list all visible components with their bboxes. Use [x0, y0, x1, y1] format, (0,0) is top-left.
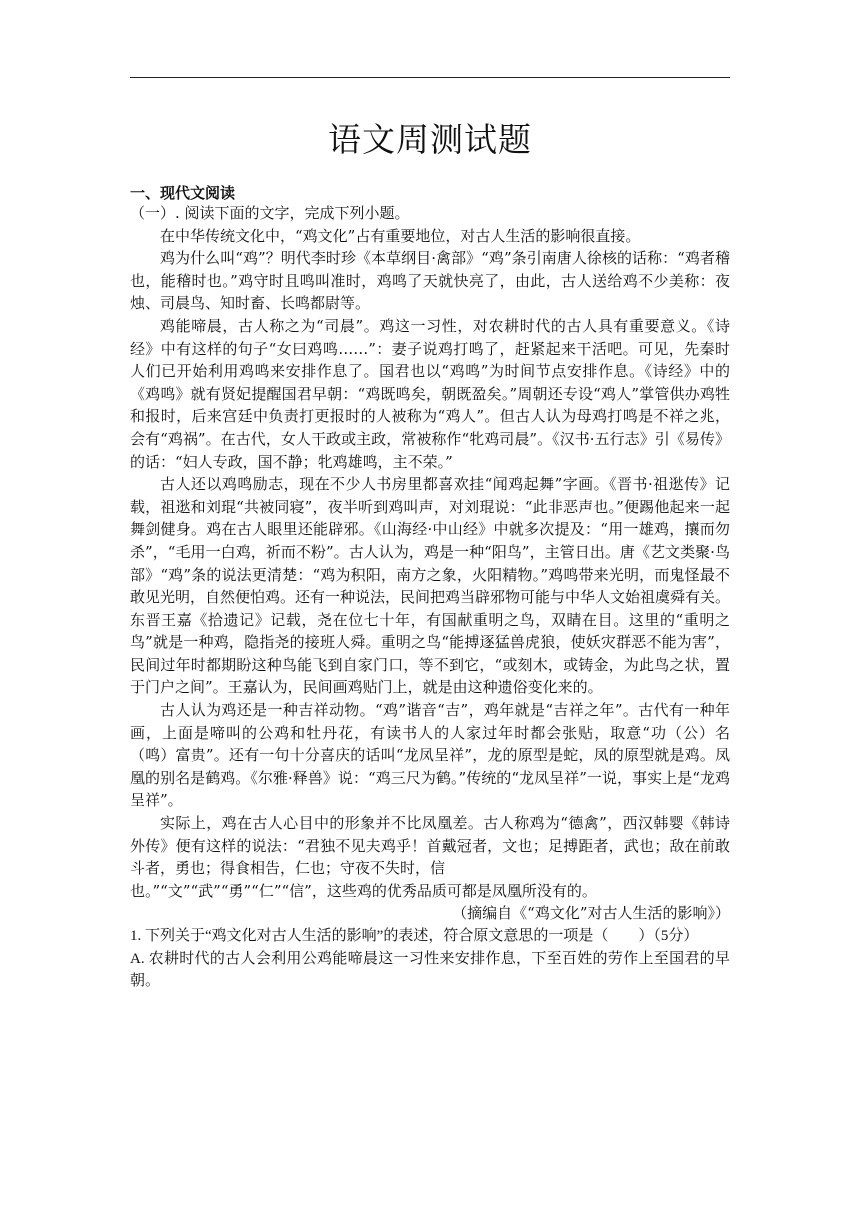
paragraph-6: 实际上，鸡在古人心目中的形象并不比凤凰差。古人称鸡为“德禽”，西汉韩婴《韩诗外传》便有这样的说法：“君独不见夫鸡乎！首戴冠者，文也；足搏距者，武也；敌在前敢斗者，勇也；得食相告，仁也；守夜不失时，信 — [130, 814, 730, 878]
paragraph-6-end: 也。”“文”“武”“勇”“仁”“信”，这些鸡的优秀品质可都是凤凰所没有的。 — [130, 881, 597, 900]
header-rule — [130, 77, 730, 78]
section-heading: 一、现代文阅读 — [130, 184, 236, 202]
paragraph-1: 在中华传统文化中，“鸡文化”占有重要地位，对古人生活的影响很直接。 — [160, 226, 641, 245]
paragraph-2: 鸡为什么叫“鸡”？明代李时珍《本草纲目·禽部》“鸡”条引南唐人徐核的话称：“鸡者稽也，能稽时也。”鸡守时且鸣叫准时，鸡鸣了天就快亮了，由此，古人送给鸡不少美称：夜烛、司晨鸟、知时畜、长鸣都尉等。 — [130, 249, 730, 313]
source-citation: （摘编自《“鸡文化”对古人生活的影响》） — [452, 904, 730, 923]
paragraph-4: 古人还以鸡鸣励志，现在不少人书房里都喜欢挂“闻鸡起舞”字画。《晋书·祖逖传》记载，祖逖和刘琨“共被同寝”，夜半听到鸡叫声，对刘琨说：“此非恶声也。”便踢他起来一起舞剑健身。鸡在古人眼里还能辟邪。《山海经·中山经》中就多次提及：“用一雄鸡，攘而勿杀”，“毛用一白鸡，祈而不粉”。古人认为，鸡是一种“阳鸟”，主管日出。唐《艺文类聚·鸟部》“鸡”条的说法更清楚：“鸡为积阳，南方之象，火阳精物。”鸡鸣带来光明，而鬼怪最不敢见光明，自然便怕鸡。还有一种说法，民间把鸡当辟邪物可能与中华人文始祖虞舜有关。东晋王嘉《拾遗记》记载，尧在位七十年，有国献重明之鸟，双睛在目。这里的“重明之鸟”就是一种鸡，隐指尧的接班人舜。重明之鸟“能搏逐猛兽虎狼，使妖灾群恶不能为害”，民间过年时都期盼这种鸟能飞到自家门口，等不到它，“或刻木，或铸金，为此鸟之状，置于门户之间”。王嘉认为，民间画鸡贴门上，就是由这种遗俗变化来的。 — [130, 475, 731, 697]
paragraph-3: 鸡能啼晨，古人称之为“司晨”。鸡这一习性，对农耕时代的古人具有重要意义。《诗经》中有这样的句子“女曰鸡鸣……”：妻子说鸡打鸣了，赶紧起来干活吧。可见，先秦时人们已开始利用鸡鸣来安排作息了。国君也以“鸡鸣”为时间节点安排作息。《诗经》中的《鸡鸣》就有贤妃提醒国君早朝：“鸡既鸣矣，朝既盈矣。”周朝还专设“鸡人”掌管供办鸡牲和报时，后来宫廷中负责打更报时的人被称为“鸡人”。但古人认为母鸡打鸣是不祥之兆，会有“鸡祸”。在古代，女人干政或主政，常被称作“牝鸡司晨”。《汉书·五行志》引《易传》的话：“妇人专政，国不静；牝鸡雄鸣，主不荣。” — [130, 316, 730, 471]
paragraph-5: 古人认为鸡还是一种吉祥动物。“鸡”谐音“吉”，鸡年就是“吉祥之年”。古代有一种年画，上面是啼叫的公鸡和牡丹花，有读书人的人家过年时都会张贴，取意“功（公）名（鸣）富贵”。还有一句十分喜庆的话叫“龙凤呈祥”，龙的原型是蛇，凤的原型就是鸡。凤凰的别名是鹤鸡。《尔雅·释兽》说：“鸡三尺为鹤。”传统的“龙凤呈祥”一说，事实上是“龙鸡呈祥”。 — [130, 701, 730, 810]
reading-instruction: （一）. 阅读下面的文字，完成下列小题。 — [130, 204, 410, 222]
page-title: 语文周测试题 — [328, 120, 532, 159]
question-stem: 1. 下列关于“鸡文化对古人生活的影响”的表述，符合原文意思的一项是（ ）（5分） — [130, 928, 699, 944]
document-page — [130, 100, 730, 993]
option-a: A. 农耕时代的古人会利用公鸡能啼晨这一习性来安排作息，下至百姓的劳作上至国君的早朝。 — [130, 950, 730, 990]
